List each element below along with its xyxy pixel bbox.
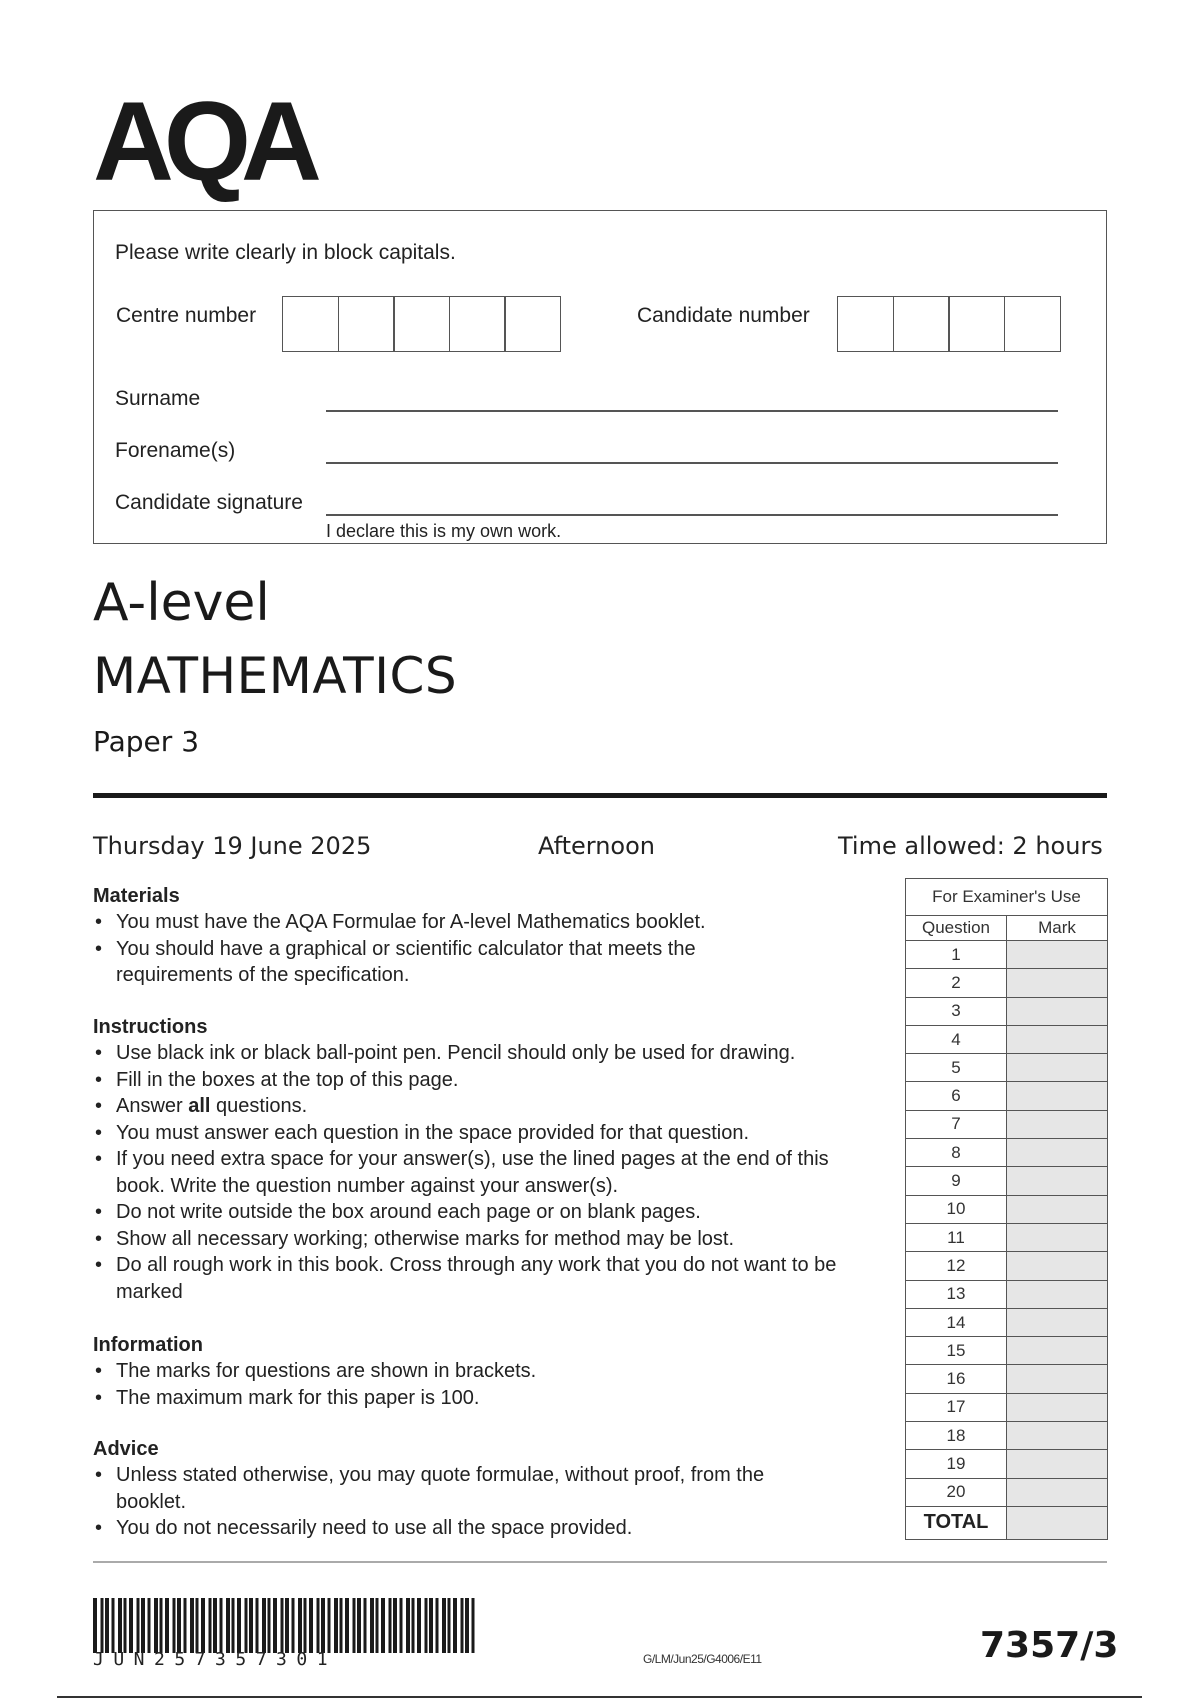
examiner-table-row xyxy=(906,1308,1108,1336)
barcode-bar xyxy=(412,1598,415,1653)
footer-divider xyxy=(93,1561,1107,1563)
barcode-bar xyxy=(196,1598,199,1653)
examiner-table-row xyxy=(906,1110,1108,1138)
barcode-bar xyxy=(376,1598,379,1653)
instructions-item: • If you need extra space for your answer(s), use the lined pages at the end of this book. Write the question number against your answer(s). xyxy=(93,1146,846,1199)
instructions-emphasis: all xyxy=(188,1095,211,1117)
barcode-bar xyxy=(334,1598,338,1653)
instructions-item-text: questions. xyxy=(210,1095,308,1117)
question-number-cell: 16 xyxy=(906,1365,1007,1393)
barcode-bar xyxy=(357,1598,361,1653)
question-number-cell: 11 xyxy=(906,1223,1007,1251)
mark-cell[interactable] xyxy=(1007,1478,1108,1506)
barcode-bar xyxy=(321,1598,325,1653)
instructions-item: • Show all necessary working; otherwise marks for method may be lost. xyxy=(93,1226,903,1253)
barcode-bar xyxy=(393,1598,397,1653)
time-allowed: Time allowed: 2 hours xyxy=(838,832,1103,860)
mark-cell[interactable] xyxy=(1007,1337,1108,1365)
examiner-table-row xyxy=(906,1422,1108,1450)
question-number-cell: 15 xyxy=(906,1337,1007,1365)
barcode-bar xyxy=(370,1598,374,1653)
barcode-bar xyxy=(417,1598,421,1653)
exam-date: Thursday 19 June 2025 xyxy=(93,832,372,860)
barcode-bar xyxy=(101,1598,104,1653)
barcode-bar xyxy=(213,1598,217,1653)
barcode-bar xyxy=(389,1598,392,1653)
barcode-bar xyxy=(461,1598,464,1653)
question-number-cell: 14 xyxy=(906,1308,1007,1336)
mark-cell[interactable] xyxy=(1007,1393,1108,1421)
materials-section xyxy=(93,883,813,989)
centre-number-digit-box[interactable] xyxy=(449,296,506,352)
barcode-text: JUN257357301 xyxy=(93,1649,338,1670)
mark-cell[interactable] xyxy=(1007,1110,1108,1138)
barcode-bar xyxy=(268,1598,271,1653)
barcode-bar xyxy=(209,1598,212,1653)
barcode-bar xyxy=(173,1598,176,1653)
mark-cell[interactable] xyxy=(1007,1422,1108,1450)
mark-cell[interactable] xyxy=(1007,1082,1108,1110)
materials-item: • You must have the AQA Formulae for A-level Mathematics booklet. xyxy=(93,909,813,936)
barcode-bar xyxy=(165,1598,169,1653)
candidate-details-box xyxy=(93,210,1107,544)
examiner-table-title: For Examiner's Use xyxy=(906,879,1108,916)
block-capitals-instruction: Please write clearly in block capitals. xyxy=(115,241,456,264)
question-number-cell: 20 xyxy=(906,1478,1007,1506)
advice-item: • You do not necessarily need to use all the space provided. xyxy=(93,1515,813,1542)
barcode-bar xyxy=(160,1598,163,1653)
examiner-table-row xyxy=(906,1054,1108,1082)
barcode-bar xyxy=(309,1598,313,1653)
mark-cell[interactable] xyxy=(1007,1139,1108,1167)
examiner-table-row xyxy=(906,1252,1108,1280)
barcode-bar xyxy=(201,1598,205,1653)
barcode xyxy=(93,1598,475,1653)
instructions-item xyxy=(93,1093,903,1120)
examiner-table-row xyxy=(906,1082,1108,1110)
barcode-bar xyxy=(249,1598,253,1653)
candidate-number-digit-box[interactable] xyxy=(1004,296,1061,352)
mark-cell[interactable] xyxy=(1007,997,1108,1025)
barcode-bar xyxy=(285,1598,289,1653)
barcode-bar xyxy=(436,1598,439,1653)
question-number-cell: 4 xyxy=(906,1025,1007,1053)
advice-item: • Unless stated otherwise, you may quote formulae, without proof, from the booklet. xyxy=(93,1462,816,1515)
examiner-table-row xyxy=(906,1195,1108,1223)
instructions-item: • Fill in the boxes at the top of this page. xyxy=(93,1067,903,1094)
mark-cell[interactable] xyxy=(1007,1195,1108,1223)
examiner-table-row xyxy=(906,969,1108,997)
paper-title: Paper 3 xyxy=(93,725,200,758)
barcode-bar xyxy=(262,1598,266,1653)
barcode-bar xyxy=(118,1598,122,1653)
exam-session: Afternoon xyxy=(538,832,655,860)
question-column-header: Question xyxy=(906,916,1007,941)
subject-title: MATHEMATICS xyxy=(93,647,458,705)
barcode-bar xyxy=(137,1598,140,1653)
barcode-bar xyxy=(237,1598,241,1653)
examiner-table-row xyxy=(906,1478,1108,1506)
barcode-bar xyxy=(105,1598,109,1653)
centre-number-boxes xyxy=(282,296,560,352)
advice-heading: Advice xyxy=(93,1438,159,1460)
document-reference: G/LM/Jun25/G4006/E11 xyxy=(643,1652,762,1666)
barcode-bar xyxy=(129,1598,133,1653)
barcode-bar xyxy=(406,1598,410,1653)
barcode-bar xyxy=(442,1598,446,1653)
mark-cell[interactable] xyxy=(1007,1054,1108,1082)
barcode-bar xyxy=(226,1598,230,1653)
candidate-number-digit-box[interactable] xyxy=(837,296,894,352)
candidate-number-digit-box[interactable] xyxy=(948,296,1005,352)
instructions-item: • Do all rough work in this book. Cross through any work that you do not want to be marked xyxy=(93,1252,846,1305)
examiner-table-row xyxy=(906,997,1108,1025)
forename-label: Forename(s) xyxy=(115,439,236,462)
qualification-level: A-level xyxy=(93,573,270,633)
question-number-cell: 5 xyxy=(906,1054,1007,1082)
barcode-bar xyxy=(281,1598,284,1653)
barcode-bar xyxy=(124,1598,127,1653)
mark-cell[interactable] xyxy=(1007,1450,1108,1478)
total-label: TOTAL xyxy=(906,1506,1007,1539)
aqa-logo: AQA xyxy=(93,79,312,204)
mark-cell[interactable] xyxy=(1007,941,1108,969)
examiner-table-row xyxy=(906,1025,1108,1053)
barcode-bar xyxy=(154,1598,158,1653)
centre-number-digit-box[interactable] xyxy=(338,296,395,352)
barcode-bar xyxy=(453,1598,457,1653)
centre-number-digit-box[interactable] xyxy=(504,296,561,352)
question-number-cell: 19 xyxy=(906,1450,1007,1478)
question-number-cell: 13 xyxy=(906,1280,1007,1308)
total-row xyxy=(906,1506,1108,1539)
information-item: • The marks for questions are shown in brackets. xyxy=(93,1358,813,1385)
mark-cell[interactable] xyxy=(1007,1167,1108,1195)
surname-field[interactable] xyxy=(326,410,1058,412)
centre-number-digit-box[interactable] xyxy=(282,296,339,352)
examiner-table-row xyxy=(906,1393,1108,1421)
mark-cell[interactable] xyxy=(1007,1223,1108,1251)
barcode-bar xyxy=(220,1598,223,1653)
barcode-bar xyxy=(381,1598,385,1653)
candidate-number-digit-box[interactable] xyxy=(893,296,950,352)
barcode-bar xyxy=(364,1598,367,1653)
instructions-item: • Do not write outside the box around each page or on blank pages. xyxy=(93,1199,903,1226)
barcode-bar xyxy=(256,1598,259,1653)
barcode-bar xyxy=(148,1598,151,1653)
header-divider xyxy=(93,793,1107,798)
total-mark-cell[interactable] xyxy=(1007,1506,1108,1539)
question-number-cell: 7 xyxy=(906,1110,1007,1138)
question-number-cell: 6 xyxy=(906,1082,1007,1110)
centre-number-label: Centre number xyxy=(116,304,257,327)
barcode-bar xyxy=(273,1598,277,1653)
barcode-bar xyxy=(141,1598,145,1653)
barcode-bar xyxy=(328,1598,331,1653)
examiner-table-row xyxy=(906,1337,1108,1365)
mark-cell[interactable] xyxy=(1007,1280,1108,1308)
question-number-cell: 3 xyxy=(906,997,1007,1025)
barcode-bar xyxy=(184,1598,187,1653)
examiner-table-row xyxy=(906,1167,1108,1195)
question-number-cell: 10 xyxy=(906,1195,1007,1223)
declaration-text: I declare this is my own work. xyxy=(326,521,562,541)
examiner-table-row xyxy=(906,1365,1108,1393)
barcode-bar xyxy=(177,1598,181,1653)
question-number-cell: 18 xyxy=(906,1422,1007,1450)
instructions-section xyxy=(93,1014,903,1305)
barcode-bar xyxy=(472,1598,475,1653)
barcode-bar xyxy=(232,1598,235,1653)
barcode-bar xyxy=(465,1598,469,1653)
centre-number-digit-box[interactable] xyxy=(393,296,450,352)
barcode-bar xyxy=(112,1598,115,1653)
mark-column-header: Mark xyxy=(1007,916,1108,941)
surname-label: Surname xyxy=(115,387,201,410)
examiner-table-row xyxy=(906,1223,1108,1251)
barcode-bar xyxy=(190,1598,194,1653)
question-number-cell: 12 xyxy=(906,1252,1007,1280)
instructions-heading: Instructions xyxy=(93,1016,208,1038)
question-number-cell: 2 xyxy=(906,969,1007,997)
examiner-table-row xyxy=(906,1280,1108,1308)
examiner-table-row xyxy=(906,1450,1108,1478)
examiner-use-table xyxy=(905,878,1108,1540)
instructions-item: • Use black ink or black ball-point pen. Pencil should only be used for drawing. xyxy=(93,1040,903,1067)
page-bottom-rule xyxy=(57,1696,1142,1698)
materials-heading: Materials xyxy=(93,885,180,907)
barcode-bar xyxy=(448,1598,451,1653)
barcode-bar xyxy=(292,1598,295,1653)
information-heading: Information xyxy=(93,1334,203,1356)
barcode-bar xyxy=(245,1598,248,1653)
barcode-bar xyxy=(304,1598,307,1653)
barcode-bar xyxy=(340,1598,343,1653)
signature-field[interactable] xyxy=(326,514,1058,516)
barcode-bar xyxy=(353,1598,356,1653)
advice-section xyxy=(93,1436,813,1542)
mark-cell[interactable] xyxy=(1007,969,1108,997)
examiner-table-row xyxy=(906,941,1108,969)
mark-cell[interactable] xyxy=(1007,1308,1108,1336)
paper-code: 7357/3 xyxy=(980,1625,1119,1666)
instructions-item: • You must answer each question in the space provided for that question. xyxy=(93,1120,903,1147)
information-item: • The maximum mark for this paper is 100. xyxy=(93,1385,813,1412)
barcode-bar xyxy=(317,1598,320,1653)
candidate-number-boxes xyxy=(837,296,1059,352)
barcode-bar xyxy=(93,1598,97,1653)
barcode-bar xyxy=(425,1598,428,1653)
question-number-cell: 17 xyxy=(906,1393,1007,1421)
mark-cell[interactable] xyxy=(1007,1365,1108,1393)
question-number-cell: 9 xyxy=(906,1167,1007,1195)
candidate-number-label: Candidate number xyxy=(637,304,810,327)
barcode-bar xyxy=(345,1598,349,1653)
signature-label: Candidate signature xyxy=(115,491,303,514)
mark-cell[interactable] xyxy=(1007,1252,1108,1280)
materials-item: • You should have a graphical or scientific calculator that meets the requirements of the specification. xyxy=(93,936,813,989)
information-section xyxy=(93,1332,813,1411)
question-number-cell: 1 xyxy=(906,941,1007,969)
examiner-table-row xyxy=(906,1139,1108,1167)
question-number-cell: 8 xyxy=(906,1139,1007,1167)
instructions-item-text: Answer xyxy=(116,1095,189,1117)
mark-cell[interactable] xyxy=(1007,1025,1108,1053)
barcode-bar xyxy=(400,1598,403,1653)
barcode-bar xyxy=(298,1598,302,1653)
barcode-bar xyxy=(429,1598,433,1653)
forename-field[interactable] xyxy=(326,462,1058,464)
